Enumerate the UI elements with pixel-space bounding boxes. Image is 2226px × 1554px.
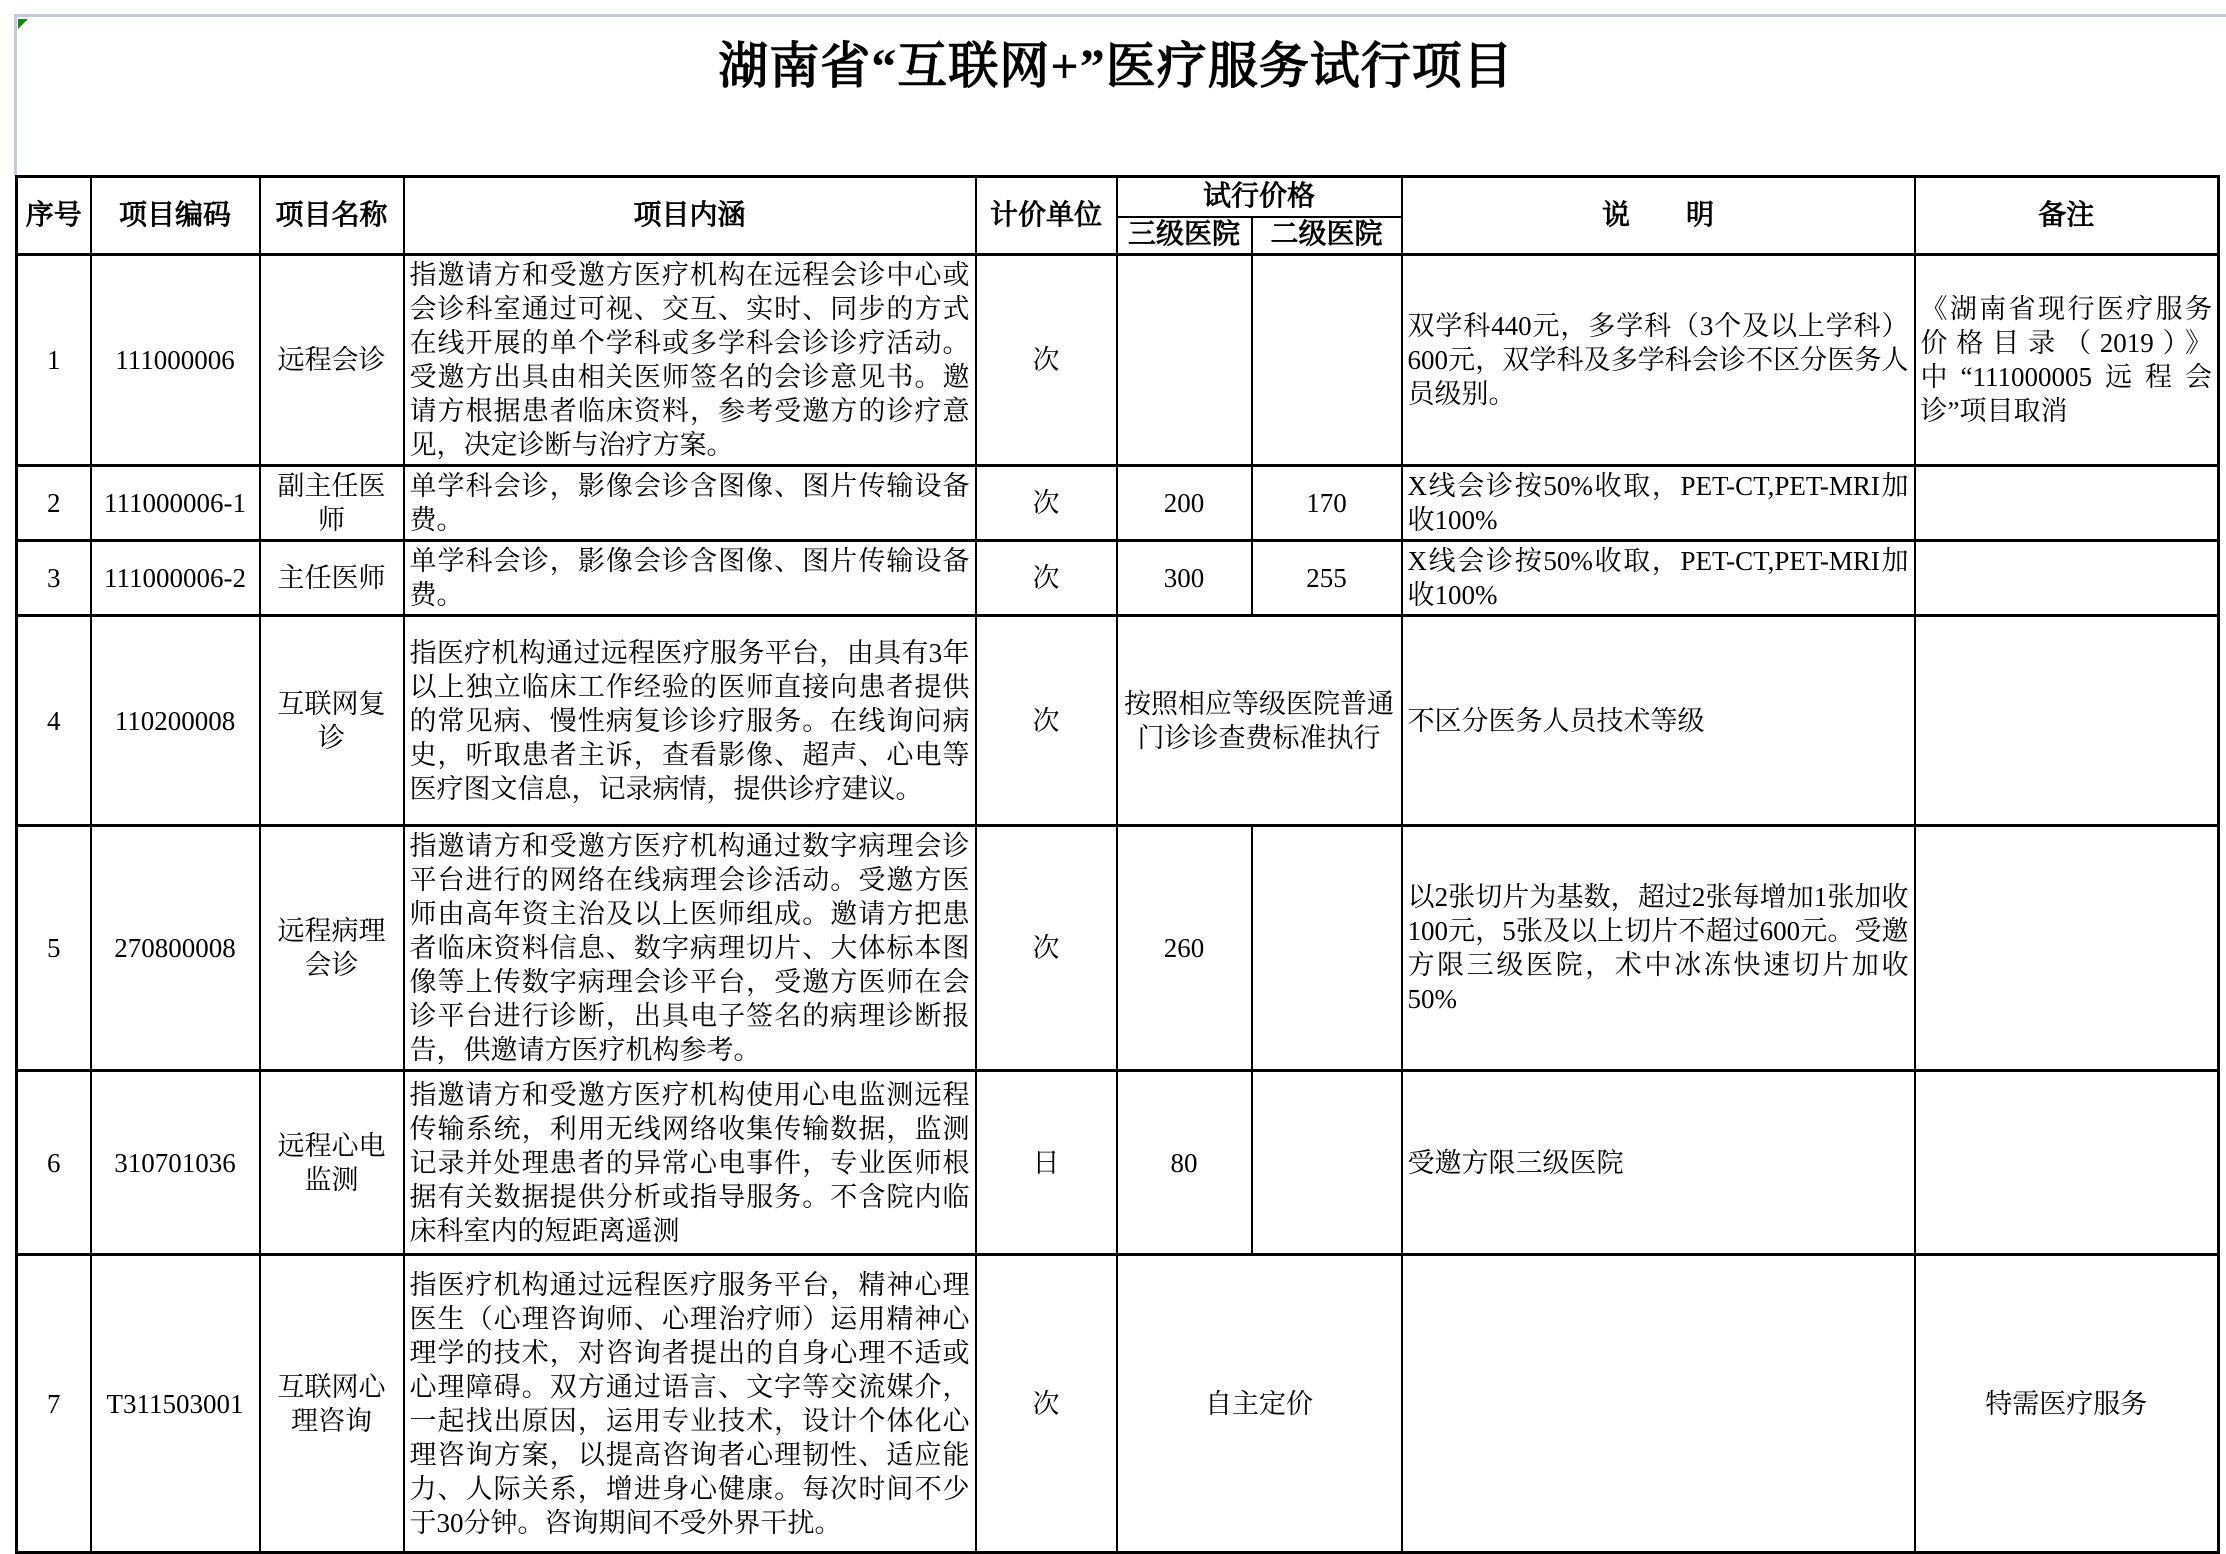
table-row	[17, 1255, 2219, 1553]
cell-desc: 单学科会诊，影像会诊含图像、图片传输设备费。	[404, 541, 976, 616]
header-hosp2: 二级医院	[1252, 217, 1402, 255]
cell-remark: 特需医疗服务	[1915, 1255, 2219, 1553]
table-row	[17, 826, 2219, 1071]
cell-desc: 指邀请方和受邀方医疗机构使用心电监测远程传输系统，利用无线网络收集传输数据，监测记录并处理患者的异常心电事件，专业医师根据有关数据提供分析或指导服务。不含院内临床科室内的短距离遥测	[404, 1071, 976, 1255]
cell-desc: 指邀请方和受邀方医疗机构通过数字病理会诊平台进行的网络在线病理会诊活动。受邀方医师由高年资主治及以上医师组成。邀请方把患者临床资料信息、数字病理切片、大体标本图像等上传数字病理会诊平台，受邀方医师在会诊平台进行诊断，出具电子签名的病理诊断报告，供邀请方医疗机构参考。	[404, 826, 976, 1071]
table-row	[17, 616, 2219, 826]
page-title: 湖南省“互联网+”医疗服务试行项目	[718, 38, 1514, 94]
cell-desc: 指邀请方和受邀方医疗机构在远程会诊中心或会诊科室通过可视、交互、实时、同步的方式在线开展的单个学科或多学科会诊诊疗活动。受邀方出具由相关医师签名的会诊意见书。邀请方根据患者临床资料，参考受邀方的诊疗意见，决定诊断与治疗方案。	[404, 255, 976, 466]
cell-price-merged: 按照相应等级医院普通门诊诊查费标准执行	[1117, 616, 1402, 826]
cell-price-l2: 255	[1252, 541, 1402, 616]
header-name: 项目名称	[260, 177, 404, 255]
header-trial-price: 试行价格	[1117, 177, 1402, 217]
cell-price-l3	[1117, 255, 1252, 466]
cell-remark	[1915, 541, 2219, 616]
cell-desc: 单学科会诊，影像会诊含图像、图片传输设备费。	[404, 466, 976, 541]
cell-desc: 指医疗机构通过远程医疗服务平台，由具有3年以上独立临床工作经验的医师直接向患者提供的常见病、慢性病复诊诊疗服务。在线询问病史，听取患者主诉，查看影像、超声、心电等医疗图文信息，记录病情，提供诊疗建议。	[404, 616, 976, 826]
price-table	[15, 175, 2220, 1554]
cell-price-l2	[1252, 1071, 1402, 1255]
cell-price-l3: 300	[1117, 541, 1252, 616]
table-row	[17, 541, 2219, 616]
cell-name: 互联网心理咨询	[260, 1255, 404, 1553]
cell-note: 以2张切片为基数，超过2张每增加1张加收100元，5张及以上切片不超过600元。受邀方限三级医院，术中冰冻快速切片加收50%	[1402, 826, 1915, 1071]
cell-name: 主任医师	[260, 541, 404, 616]
cell-note: 受邀方限三级医院	[1402, 1071, 1915, 1255]
header-code: 项目编码	[91, 177, 260, 255]
cell-remark	[1915, 826, 2219, 1071]
cell-unit: 次	[976, 466, 1117, 541]
cell-seq: 4	[17, 616, 91, 826]
cell-note: X线会诊按50%收取，PET-CT,PET-MRI加收100%	[1402, 466, 1915, 541]
cell-remark: 《湖南省现行医疗服务价格目录（2019）》中“111000005远程会诊”项目取消	[1915, 255, 2219, 466]
cell-note: 双学科440元，多学科（3个及以上学科）600元，双学科及多学科会诊不区分医务人员级别。	[1402, 255, 1915, 466]
cell-price-l3: 200	[1117, 466, 1252, 541]
cell-code: 110200008	[91, 616, 260, 826]
cell-unit: 次	[976, 1255, 1117, 1553]
cell-desc: 指医疗机构通过远程医疗服务平台，精神心理医生（心理咨询师、心理治疗师）运用精神心理学的技术，对咨询者提出的自身心理不适或心理障碍。双方通过语言、文字等交流媒介，一起找出原因，运用专业技术，设计个体化心理咨询方案，以提高咨询者心理韧性、适应能力、人际关系，增进身心健康。每次时间不少于30分钟。咨询期间不受外界干扰。	[404, 1255, 976, 1553]
cell-note: X线会诊按50%收取，PET-CT,PET-MRI加收100%	[1402, 541, 1915, 616]
spreadsheet-gridline-horizontal	[14, 14, 2226, 17]
cell-seq: 2	[17, 466, 91, 541]
cell-remark	[1915, 616, 2219, 826]
cell-price-l2	[1252, 826, 1402, 1071]
cell-name: 远程病理会诊	[260, 826, 404, 1071]
cell-name: 远程会诊	[260, 255, 404, 466]
cell-seq: 1	[17, 255, 91, 466]
cell-code: 111000006	[91, 255, 260, 466]
cell-code: 310701036	[91, 1071, 260, 1255]
header-hosp3: 三级医院	[1117, 217, 1252, 255]
cell-price-l3: 80	[1117, 1071, 1252, 1255]
header-remark: 备注	[1915, 177, 2219, 255]
cell-remark	[1915, 466, 2219, 541]
header-seq: 序号	[17, 177, 91, 255]
table-row	[17, 255, 2219, 466]
cell-unit: 次	[976, 255, 1117, 466]
cell-price-l2	[1252, 255, 1402, 466]
cell-unit: 日	[976, 1071, 1117, 1255]
header-desc: 项目内涵	[404, 177, 976, 255]
cell-unit: 次	[976, 616, 1117, 826]
cell-name: 远程心电监测	[260, 1071, 404, 1255]
cell-price-l3: 260	[1117, 826, 1252, 1071]
cell-seq: 7	[17, 1255, 91, 1553]
cell-seq: 5	[17, 826, 91, 1071]
table-row	[17, 466, 2219, 541]
cell-remark	[1915, 1071, 2219, 1255]
cell-price-l2: 170	[1252, 466, 1402, 541]
cell-unit: 次	[976, 826, 1117, 1071]
cell-note	[1402, 1255, 1915, 1553]
cell-code: 111000006-1	[91, 466, 260, 541]
cell-price-merged: 自主定价	[1117, 1255, 1402, 1553]
header-note: 说 明	[1402, 177, 1915, 255]
cell-seq: 3	[17, 541, 91, 616]
cell-code: T311503001	[91, 1255, 260, 1553]
cell-note: 不区分医务人员技术等级	[1402, 616, 1915, 826]
cell-unit: 次	[976, 541, 1117, 616]
cell-name: 互联网复诊	[260, 616, 404, 826]
cell-seq: 6	[17, 1071, 91, 1255]
table-row	[17, 1071, 2219, 1255]
cell-code: 270800008	[91, 826, 260, 1071]
header-unit: 计价单位	[976, 177, 1117, 255]
cell-code: 111000006-2	[91, 541, 260, 616]
cell-name: 副主任医师	[260, 466, 404, 541]
